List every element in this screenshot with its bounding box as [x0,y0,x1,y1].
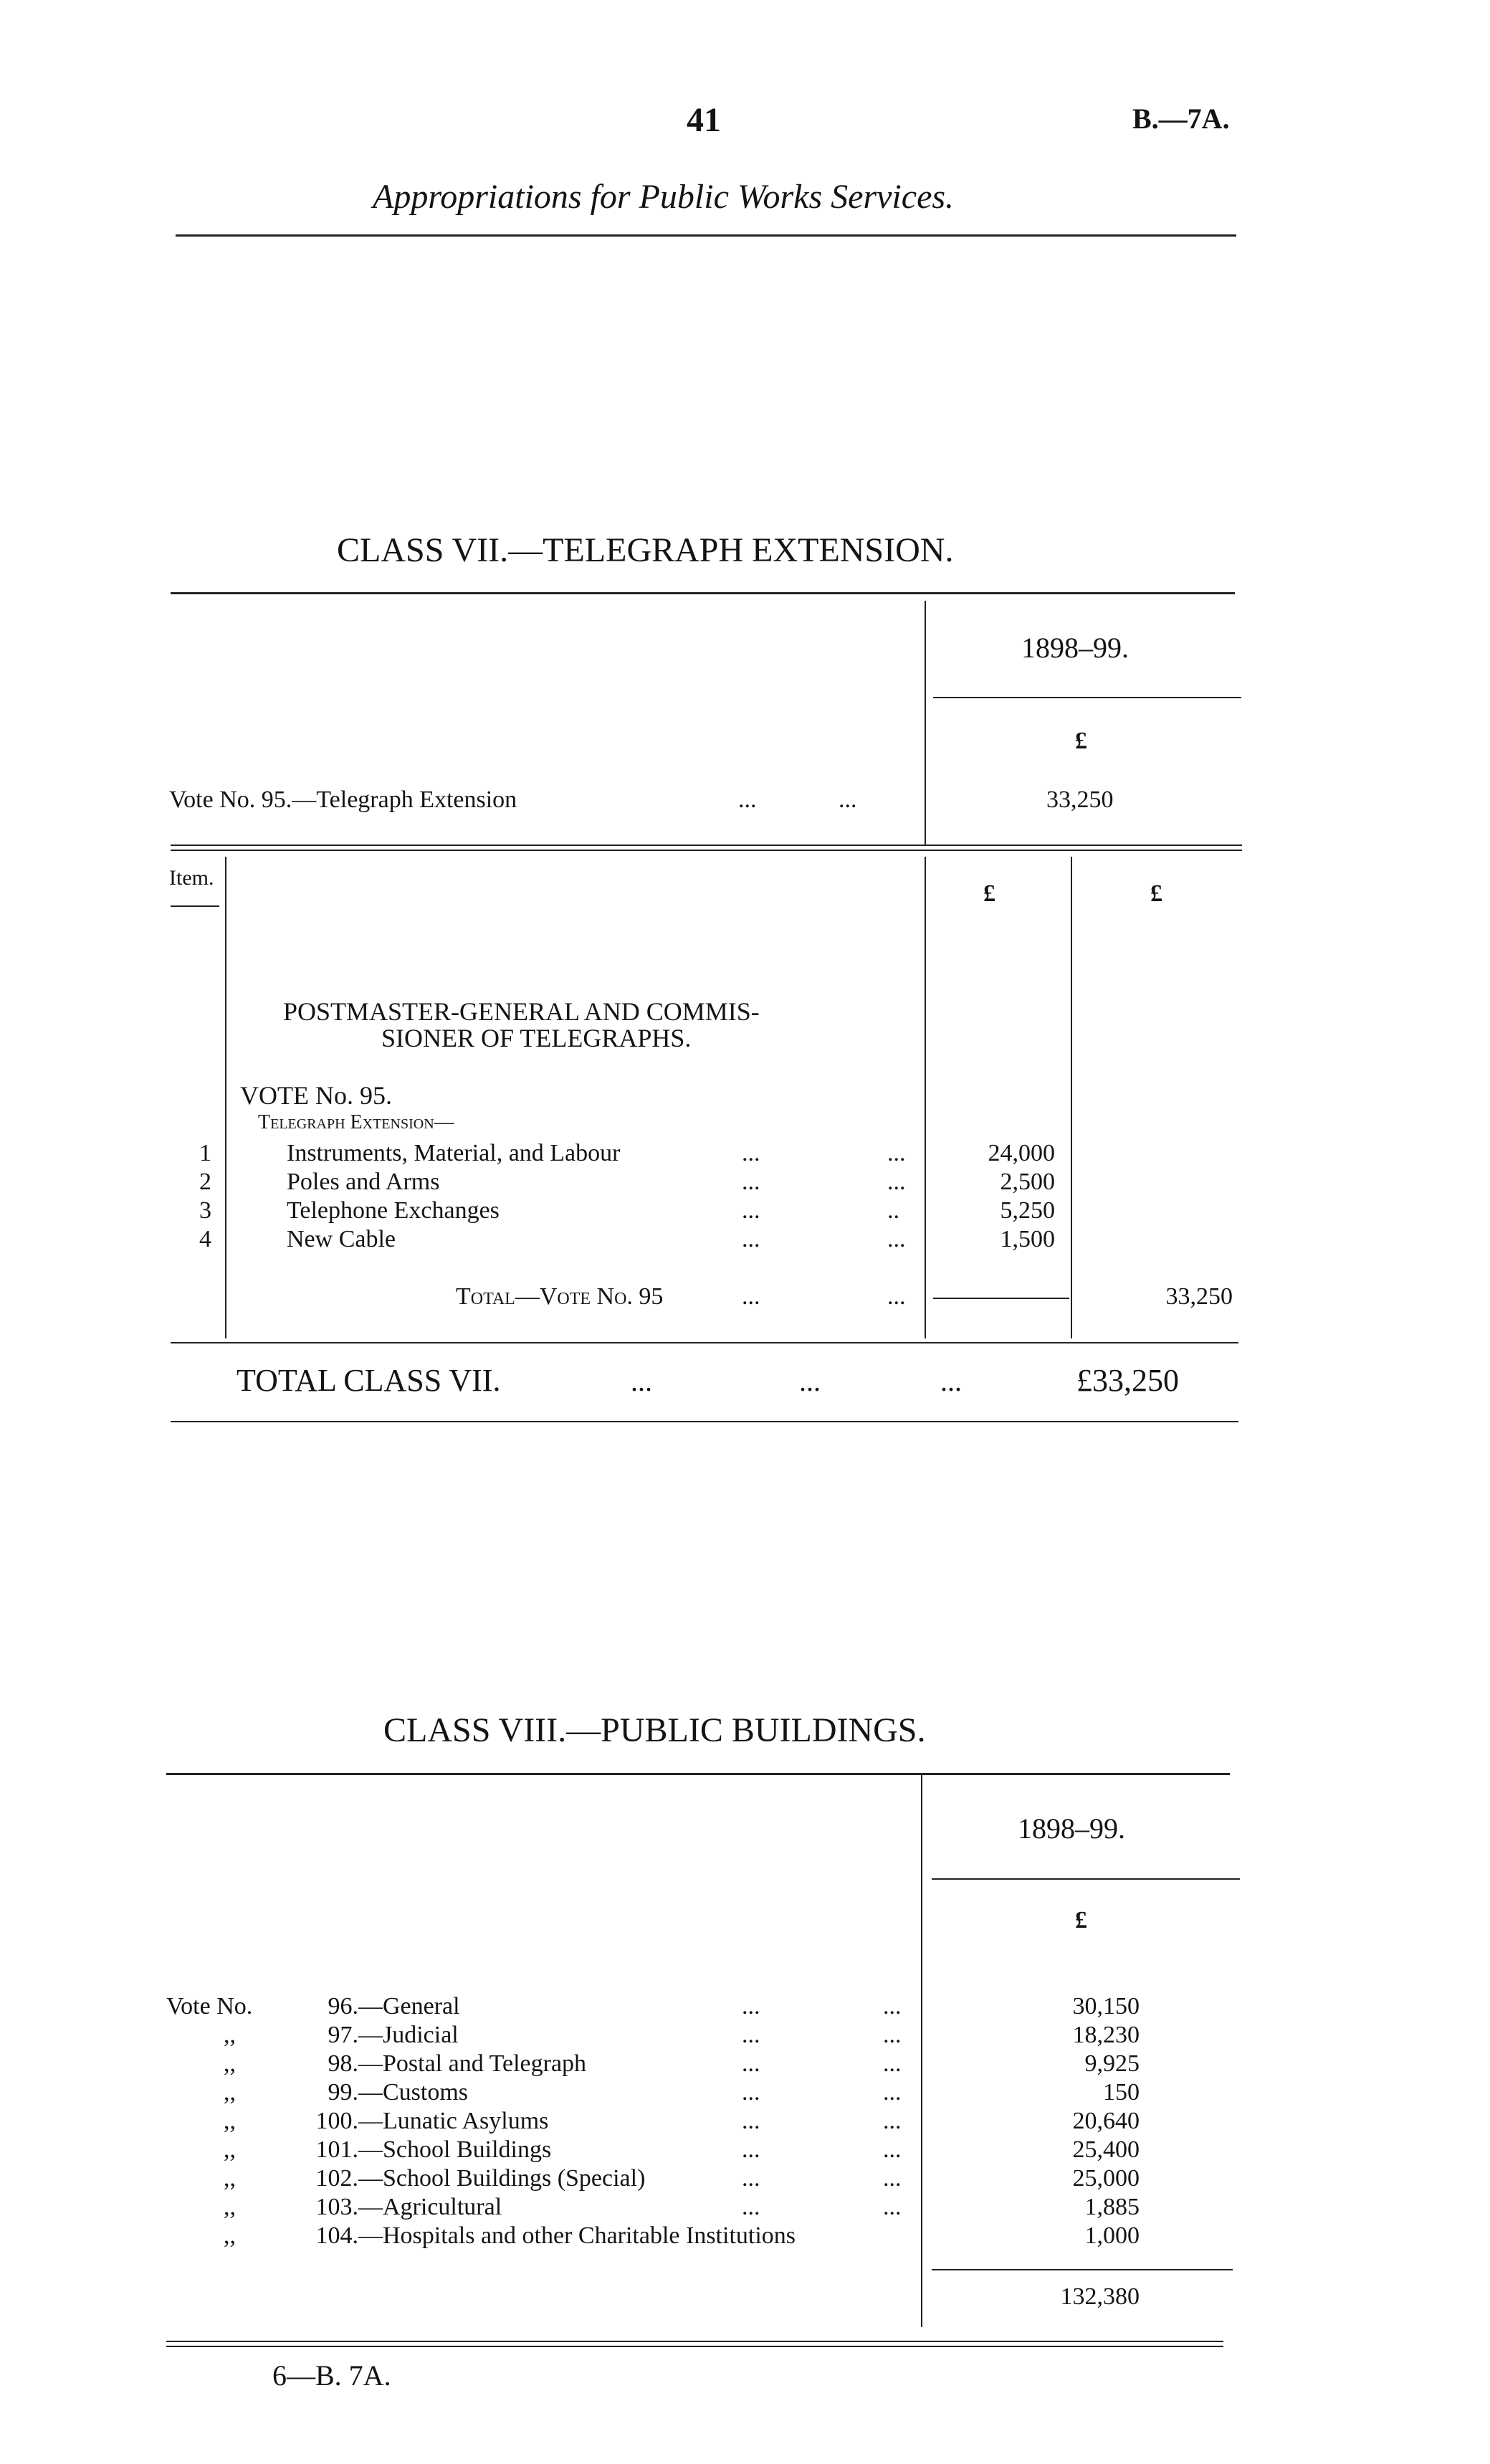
vote-total-rule [933,1298,1069,1299]
vote-number: 104. [315,2222,358,2249]
class-8-currency: £ [1075,1907,1087,1933]
vote-total-dots: ... [887,1283,906,1310]
class-7-heading: CLASS VII.—TELEGRAPH EXTENSION. [337,531,954,569]
class-7-total-label: TOTAL CLASS VII. [237,1363,501,1398]
item-header-underline [171,905,219,907]
item-amount: 5,250 [1000,1197,1055,1224]
class-8-bottom-rule [166,2341,1223,2342]
class-7-top-rule [171,592,1235,594]
vote-label: —Lunatic Asylums [358,2108,549,2134]
vote-prefix: ,, [224,2108,236,2134]
class-7-total-amount: £33,250 [1076,1363,1179,1398]
vote-dots: ... [883,2108,902,2134]
vote-prefix: ,, [224,2194,236,2220]
vote-label: —School Buildings (Special) [358,2165,646,2192]
vote-dots: ... [883,2050,902,2077]
vote-amount: 25,000 [1072,2165,1140,2192]
item-number: 1 [199,1140,211,1166]
vote-number: 96. [328,1993,358,2020]
class-8-year-rule [932,1878,1240,1880]
item-dots: .. [887,1197,899,1224]
item-dots: ... [742,1140,760,1166]
vote-total-label: Total—Vote No. 95 [456,1283,664,1310]
class-7-year-rule [933,697,1241,698]
class-8-subtotal-rule [932,2269,1233,2270]
header-rule [176,234,1236,237]
vote-number: 99. [328,2079,358,2106]
item-dots: ... [742,1226,760,1252]
item-label: Poles and Arms [287,1169,440,1195]
vote-number: 97. [328,2022,358,2048]
vote-number: 100. [315,2108,358,2134]
vote-amount: 1,885 [1084,2194,1140,2220]
printer-signature: 6—B. 7A. [272,2359,391,2392]
item-number: 2 [199,1169,211,1195]
class-7-currency: £ [1075,728,1087,754]
item-dots: ... [742,1169,760,1195]
vote-amount: 150 [1103,2079,1140,2106]
running-title: Appropriations for Public Works Services. [373,178,955,216]
item-label: New Cable [287,1226,396,1252]
class-8-amount-divider [921,1775,922,2327]
item-amount: 1,500 [1000,1226,1055,1252]
vote-dots: ... [742,2022,760,2048]
vote-prefix: Vote No. [166,1993,253,2020]
vote-prefix: ,, [224,2079,236,2106]
subhead: Telegraph Extension— [258,1111,454,1133]
item-dots: ... [887,1226,906,1252]
class-7-summary-divider [925,601,926,845]
vote-amount: 18,230 [1072,2022,1140,2048]
vote-total-dots: ... [742,1283,760,1310]
class-7-total-dots: ... [940,1365,962,1397]
class-8-subtotal: 132,380 [1060,2283,1140,2310]
item-column-divider [225,857,226,1338]
total-column-divider [1071,857,1072,1338]
vote-dots: ... [883,1993,902,2020]
vote-dots: ... [742,1993,760,2020]
class-8-top-rule [166,1773,1230,1775]
vote-heading: VOTE No. 95. [240,1081,392,1110]
vote-amount: 30,150 [1072,1993,1140,2020]
item-number: 3 [199,1197,211,1224]
item-amount: 2,500 [1000,1169,1055,1195]
vote-number: 98. [328,2050,358,2077]
vote-dots: ... [742,2194,760,2220]
vote-number: 103. [315,2194,358,2220]
class-8-year: 1898–99. [1018,1812,1125,1845]
vote-label: —Agricultural [358,2194,502,2220]
vote-dots: ... [742,2050,760,2077]
vote-dots: ... [883,2022,902,2048]
vote-total-amount: 33,250 [1165,1283,1233,1310]
item-amount: 24,000 [988,1140,1055,1166]
vote-number: 101. [315,2136,358,2163]
vote-dots: ... [742,2108,760,2134]
class-7-bottom-rule [171,1421,1238,1422]
vote-prefix: ,, [224,2222,236,2249]
class-7-year: 1898–99. [1021,632,1129,664]
vote-amount: 20,640 [1072,2108,1140,2134]
item-label: Instruments, Material, and Labour [287,1140,621,1166]
vote-prefix: ,, [224,2022,236,2048]
class-7-detail-bottom-rule [171,1342,1238,1343]
vote-label: —Postal and Telegraph [358,2050,587,2077]
department-heading: SIONER OF TELEGRAPHS. [381,1024,692,1052]
vote-label: —School Buildings [358,2136,552,2163]
vote-label: —Judicial [358,2022,459,2048]
item-dots: ... [887,1140,906,1166]
class-7-summary-rule [171,850,1242,851]
vote-amount: 9,925 [1084,2050,1140,2077]
vote-prefix: ,, [224,2136,236,2163]
vote-dots: ... [742,2136,760,2163]
vote-dots: ... [883,2194,902,2220]
vote-number: 102. [315,2165,358,2192]
vote-prefix: ,, [224,2165,236,2192]
department-heading: POSTMASTER-GENERAL AND COMMIS- [283,997,760,1026]
vote-label: —Hospitals and other Charitable Institutions [358,2222,796,2249]
class-7-total-dots: ... [799,1365,821,1397]
class-8-heading: CLASS VIII.—PUBLIC BUILDINGS. [383,1711,926,1749]
class-7-vote-label: Vote No. 95.—Telegraph Extension [169,786,517,813]
vote-dots: ... [883,2136,902,2163]
vote-amount: 1,000 [1084,2222,1140,2249]
class-7-summary-rule [171,845,1242,846]
vote-dots: ... [742,2165,760,2192]
class-7-vote-dots: ... [738,786,757,813]
vote-prefix: ,, [224,2050,236,2077]
class-8-bottom-rule [166,2346,1223,2347]
vote-dots: ... [883,2165,902,2192]
document-reference: B.—7A. [1132,103,1230,135]
detail-currency-col1: £ [983,880,995,907]
item-column-header: Item. [169,866,214,890]
amount-column-divider [925,857,926,1338]
vote-label: —Customs [358,2079,469,2106]
item-number: 4 [199,1226,211,1252]
vote-dots: ... [742,2079,760,2106]
class-7-vote-dots: ... [839,786,857,813]
item-label: Telephone Exchanges [287,1197,500,1224]
detail-currency-col2: £ [1150,880,1162,907]
class-7-vote-amount: 33,250 [1046,786,1114,813]
vote-label: —General [358,1993,460,2020]
vote-amount: 25,400 [1072,2136,1140,2163]
item-dots: ... [887,1169,906,1195]
vote-dots: ... [883,2079,902,2106]
class-7-total-dots: ... [631,1365,652,1397]
page-number: 41 [687,101,721,139]
item-dots: ... [742,1197,760,1224]
